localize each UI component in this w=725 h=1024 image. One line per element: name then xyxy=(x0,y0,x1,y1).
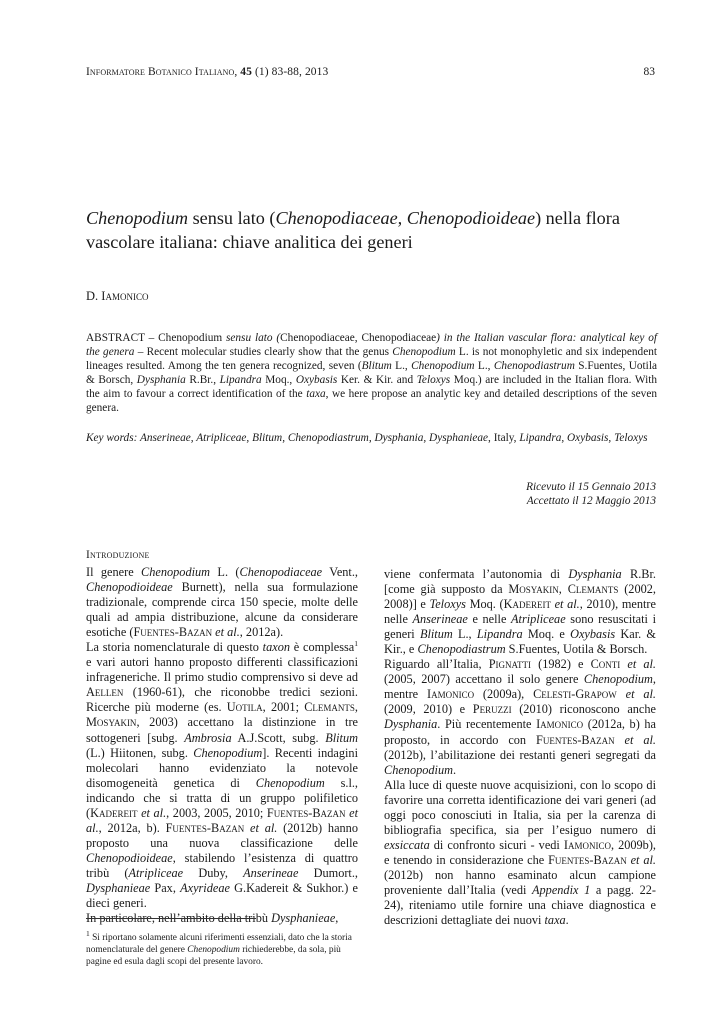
title-part: ) nella flora vascolare italiana: chiave analitica dei generi xyxy=(86,208,620,252)
footnote-ref: 1 xyxy=(354,639,358,649)
received-date: Ricevuto il 15 Gennaio 2013 xyxy=(526,481,656,493)
footnote-marker: 1 xyxy=(86,928,90,938)
author: D. Iamonico xyxy=(86,289,149,303)
submission-dates xyxy=(526,481,656,508)
paragraph: Il genere Chenopodium L. (Chenopodiaceae Vent., Chenopodioideae Burnett), nella sua formulazione tradizionale, comprende circa 150 specie, molte delle quali ad ampia distribuzione, alcune da considerare esotiche (Fuentes-Bazan et al., 2012a). xyxy=(86,565,358,640)
title-genus: Chenopodium xyxy=(86,208,189,228)
section-heading: Introduzione xyxy=(86,549,150,561)
running-head xyxy=(86,66,328,78)
paragraph: In particolare, nell’ambito della tribù Dysphanieae, xyxy=(86,911,339,926)
page-number: 83 xyxy=(643,66,655,78)
keywords: Key words: Anserineae, Atripliceae, Blitum, Chenopodiastrum, Dysphania, Dysphanieae, Italy, Lipandra, Oxybasis, Teloxys xyxy=(86,432,648,444)
paragraph: Riguardo all’Italia, Pignatti (1982) e Conti et al. (2005, 2007) accettano il solo genere Chenopodium, mentre Iamonico (2009a), Celesti-Grapow et al. (2009, 2010) e Peruzzi (2010) riconoscono anche Dysphania. Più recentemente Iamonico (2012a, b) ha proposto, in accordo con Fuentes-Bazan et al. (2012b), l’abilitazione dei restanti generi segregati da Chenopodium. xyxy=(384,657,656,777)
paragraph: viene confermata l’autonomia di Dysphania R.Br. [come già supposto da Mosyakin, Clemants (2002, 2008)] e Teloxys Moq. (Kadereit et al., 2010), mentre nelle Anserineae e nelle Atripliceae sono resuscitati i generi Blitum L., Lipandra Moq. e Oxybasis Kar. & Kir., e Chenopodiastrum S.Fuentes, Uotila & Borsch. xyxy=(384,567,657,657)
title-part: sensu lato ( xyxy=(188,208,276,228)
journal-name: Informatore Botanico Italiano, xyxy=(86,66,238,78)
footnote-rule xyxy=(86,918,256,919)
volume: 45 xyxy=(240,66,252,78)
issue-pages: (1) 83-88, 2013 xyxy=(254,66,329,78)
footnote: $^1$ Si riportano solamente alcuni riferimenti essenziali, dato che la storia nomenclaturale del genere Chenopodium richiederebbe, da sola, più pagine ed esula dagli scopi del presente lavoro. xyxy=(86,928,352,967)
left-column xyxy=(86,565,358,926)
title-families: Chenopodiaceae, Chenopodioideae xyxy=(275,208,536,228)
paper-title xyxy=(86,206,656,254)
right-column xyxy=(384,567,656,928)
abstract: ABSTRACT – Chenopodium sensu lato (Chenopodiaceae, Chenopodiaceae) in the Italian vascular flora: analytical key of the genera – Recent molecular studies clearly show that the genus Chenopodium L. is not monophyletic and six independent lineages resulted. Among the ten genera recognized, seven (Blitum L., Chenopodium L., Chenopodiastrum S.Fuentes, Uotila & Borsch, Dysphania R.Br., Lipandra Moq., Oxybasis Ker. & Kir. and Teloxys Moq.) are included in the Italian flora. With the aim to favour a correct identification of the taxa, we here propose an analytic key and detailed descriptions of the seven genera. xyxy=(86,332,658,414)
accepted-date: Accettato il 12 Maggio 2013 xyxy=(526,494,656,507)
paragraph: Alla luce di queste nuove acquisizioni, con lo scopo di favorire una corretta identificazione dei vari generi (ad oggi poco conosciuti in Italia, sia per la carenza di bibliografia specifica, sia per l’esiguo numero di exsiccata di confronto sicuri - vedi Iamonico, 2009b), e tenendo in considerazione che Fuentes-Bazan et al. (2012b) non hanno esaminato alcun campione proveniente dall’Italia (vedi Appendix 1 a pagg. 22-24), riteniamo utile fornire una chiave diagnostica e descrizioni dettagliate dei nuovi taxa. xyxy=(384,777,656,928)
paragraph: La storia nomenclaturale di questo taxon è complessa$^1$ e vari autori hanno proposto differenti classificazioni infrageneriche. Il primo studio comprensivo si deve ad Aellen (1960-61), che riconobbe tredici sezioni. Ricerche più moderne (es. Uotila, 2001; Clemants, Mosyakin, 2003) accettano la distinzione in tre sottogeneri [subg. Ambrosia A.J.Scott, subg. Blitum (L.) Hiitonen, subg. Chenopodium]. Recenti indagini molecolari hanno evidenziato la notevole disomogeneità genetica di Chenopodium s.l., indicando che si tratta di un gruppo polifiletico (Kadereit et al., 2003, 2005, 2010; Fuentes-Bazan et al., 2012a, b). Fuentes-Bazan et al. (2012b) hanno proposto una nuova classificazione delle Chenopodioideae, stabilendo l’esistenza di quattro tribù (Atripliceae Duby, Anserineae Dumort., Dysphanieae Pax, Axyrideae G.Kadereit & Sukhor.) e dieci generi. xyxy=(86,639,359,911)
